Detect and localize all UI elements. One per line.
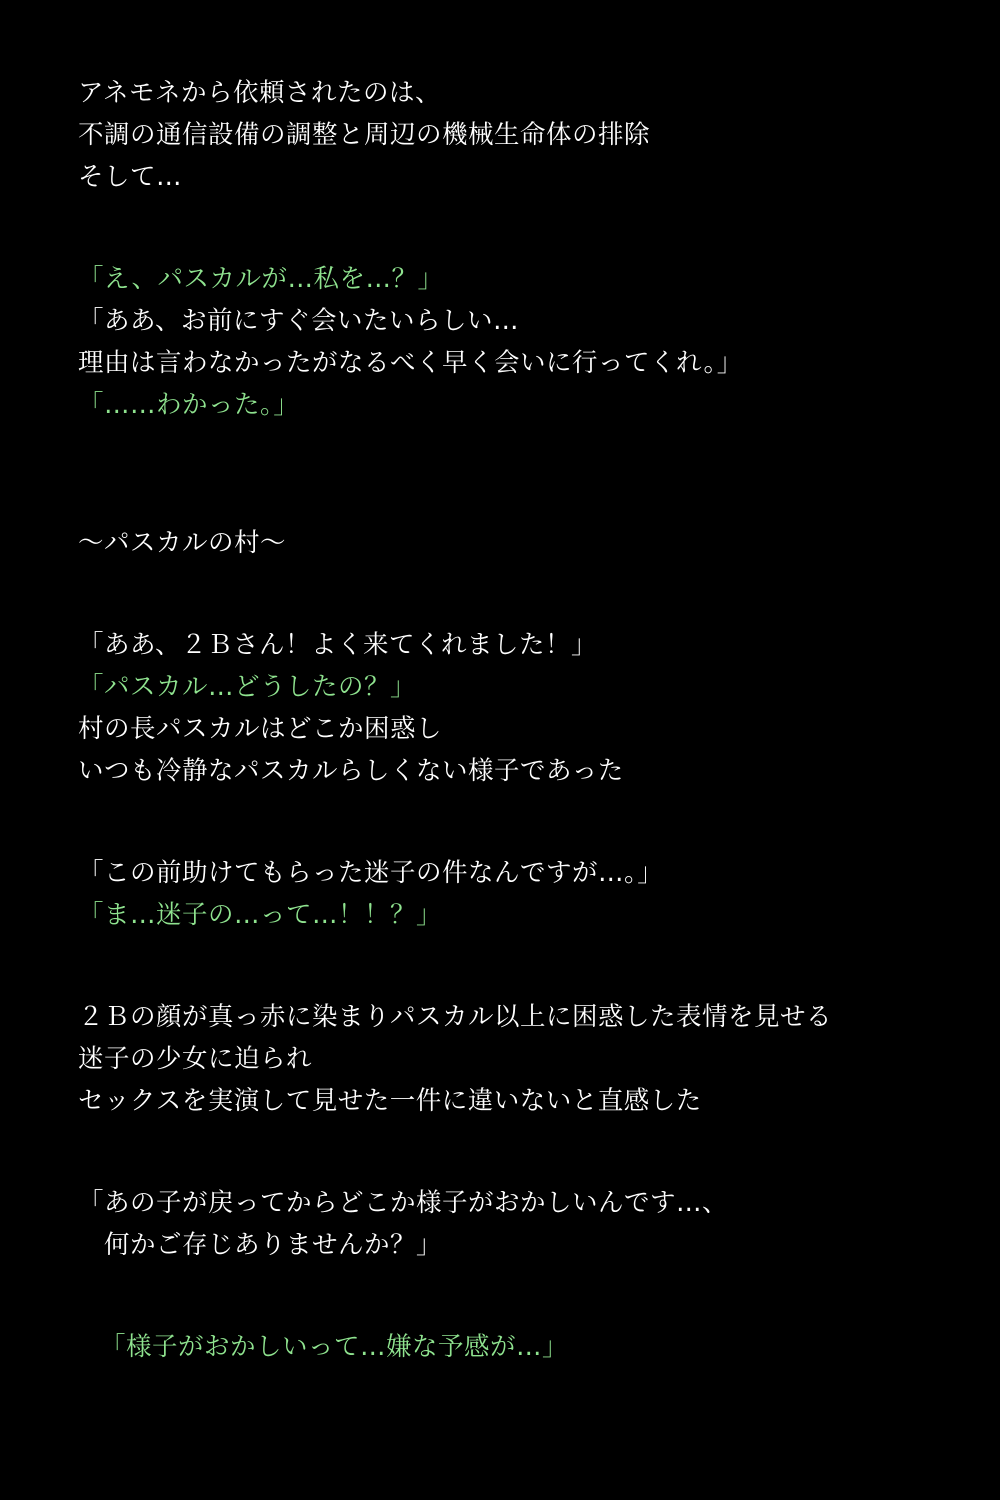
- paragraph-spacer: [78, 198, 958, 258]
- paragraph-spacer: [78, 426, 958, 522]
- story-text-body: [78, 72, 958, 1368]
- paragraph-pascal-concern: [78, 1182, 958, 1266]
- story-line: 「え、パスカルが…私を…？」: [78, 264, 444, 294]
- paragraph-spacer: [78, 1266, 958, 1326]
- story-line: 不調の通信設備の調整と周辺の機械生命体の排除: [78, 120, 651, 150]
- story-line: そして…: [78, 162, 183, 192]
- story-line: 〜パスカルの村〜: [78, 528, 287, 558]
- paragraph-dialogue-anemone: [78, 258, 958, 426]
- paragraph-intro: [78, 72, 958, 198]
- paragraph-pascal-greeting: [78, 624, 958, 792]
- story-line: 何かご存じありませんか？」: [78, 1230, 443, 1260]
- story-line: 「ああ、２Ｂさん！よく来てくれました！」: [78, 630, 597, 660]
- story-line: ２Ｂの顔が真っ赤に染まりパスカル以上に困惑した表情を見せる: [78, 1002, 833, 1032]
- story-line: 「この前助けてもらった迷子の件なんですが…。」: [78, 858, 664, 888]
- story-line: セックスを実演して見せた一件に違いないと直感した: [78, 1086, 702, 1116]
- story-line: 「……わかった。」: [78, 390, 300, 420]
- story-line: 「パスカル…どうしたの？」: [78, 672, 417, 702]
- story-line: 「ああ、お前にすぐ会いたいらしい…: [78, 306, 519, 336]
- paragraph-spacer: [78, 564, 958, 624]
- paragraph-spacer: [78, 936, 958, 996]
- paragraph-lost-child: [78, 852, 958, 936]
- paragraph-spacer: [78, 792, 958, 852]
- story-line: いつも冷静なパスカルらしくない様子であった: [78, 756, 624, 786]
- story-line: 「ま…迷子の…って…！！？」: [78, 900, 443, 930]
- story-line: 理由は言わなかったがなるべく早く会いに行ってくれ。」: [78, 348, 743, 378]
- paragraph-2b-bad-feeling: [78, 1326, 958, 1368]
- paragraph-spacer: [78, 1122, 958, 1182]
- story-line: 「様子がおかしいって…嫌な予感が…」: [100, 1332, 569, 1362]
- story-line: 「あの子が戻ってからどこか様子がおかしいんです…、: [78, 1188, 729, 1218]
- story-line: 迷子の少女に迫られ: [78, 1044, 313, 1074]
- story-line: アネモネから依頼されたのは、: [78, 78, 441, 108]
- paragraph-2b-reaction: [78, 996, 958, 1122]
- story-line: 村の長パスカルはどこか困惑し: [78, 714, 443, 744]
- scene-heading: [78, 522, 958, 564]
